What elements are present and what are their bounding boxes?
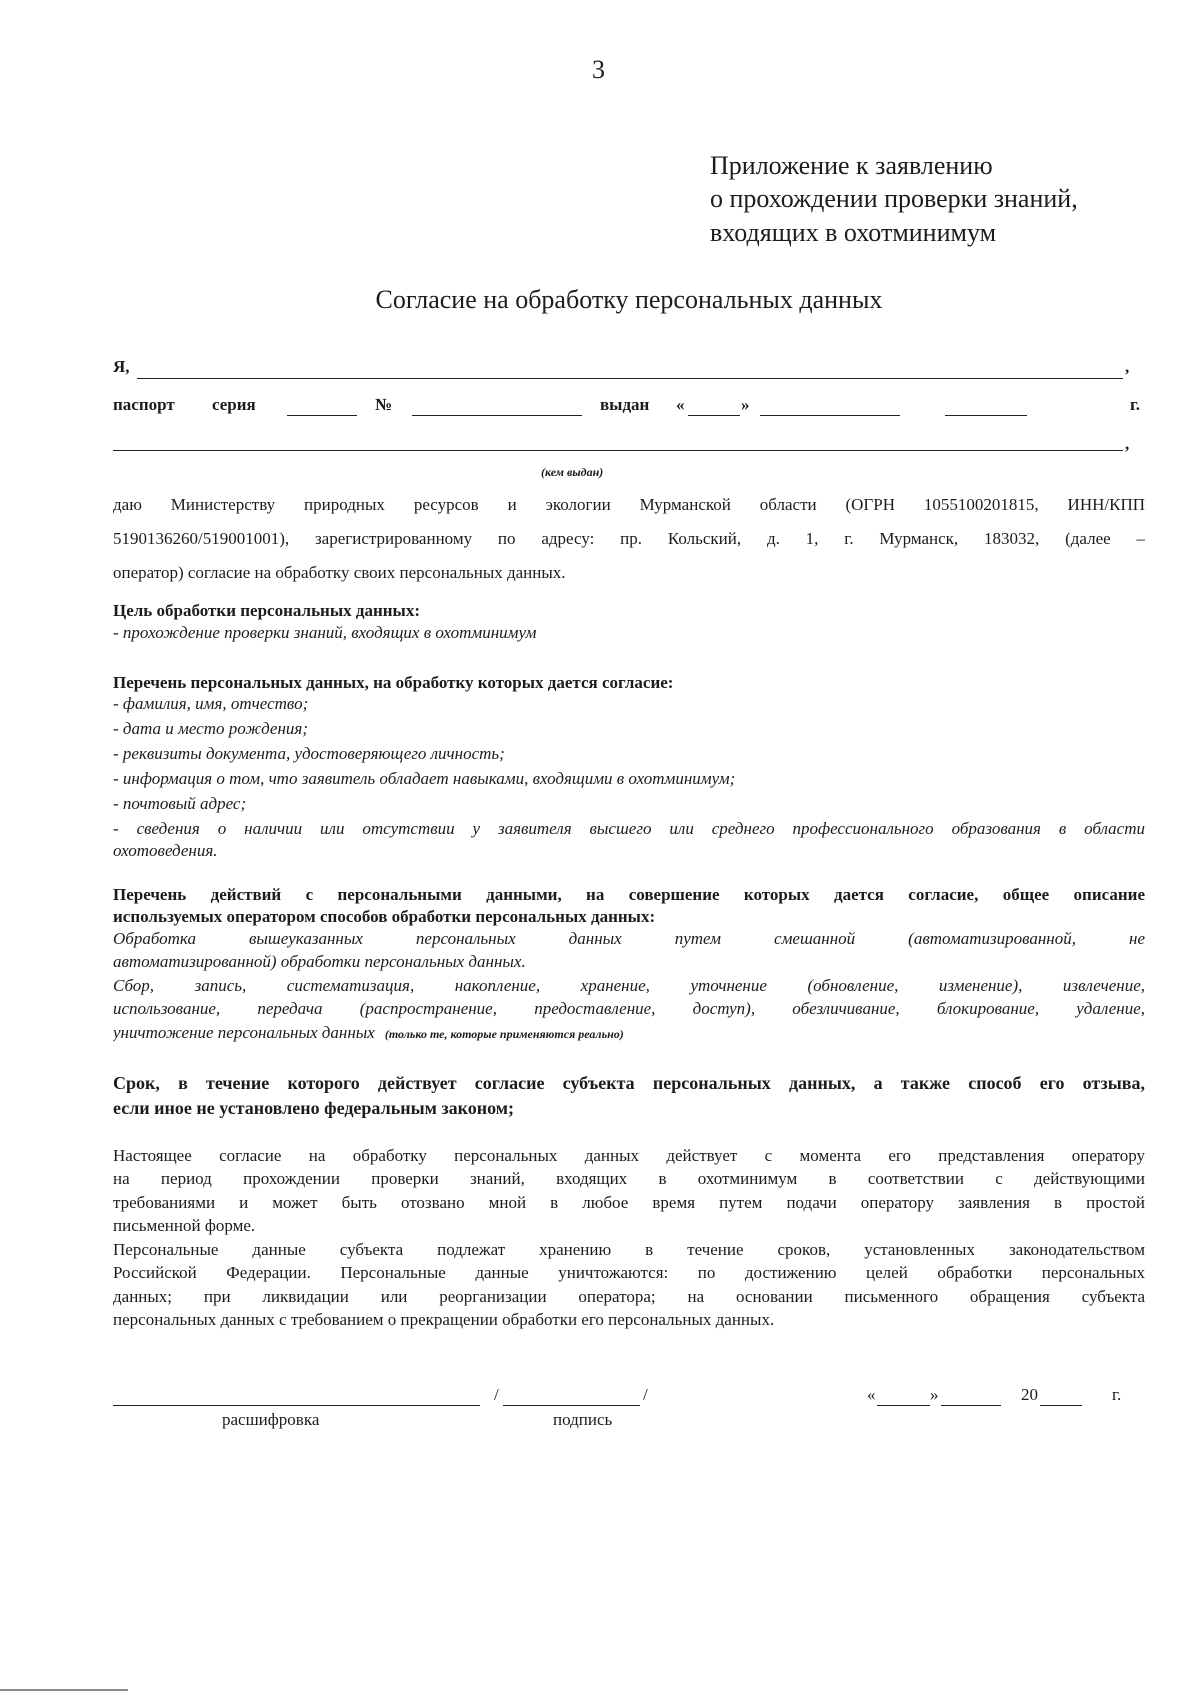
issue-month-blank	[760, 415, 900, 416]
data-list-item: - информация о том, что заявитель обладает навыками, входящими в охотминимум;	[113, 769, 736, 788]
signature-blank	[503, 1405, 640, 1406]
appendix-line: Приложение к заявлению	[710, 151, 993, 180]
date-year-prefix: 20	[1021, 1385, 1038, 1404]
document-title: Согласие на обработку персональных данных	[375, 285, 883, 314]
decoding-label: расшифровка	[222, 1410, 320, 1429]
actions-body-line: Обработка вышеуказанных персональных данных путем смешанной (автоматизированной, не	[113, 929, 1145, 948]
term-body-line: требованиями и может быть отозвано мной в любое время путем подачи оператору заявления в простой	[113, 1193, 1145, 1212]
term-body-line: письменной форме.	[113, 1216, 256, 1235]
date-year-blank	[1040, 1405, 1082, 1406]
issue-day-blank	[688, 415, 740, 416]
data-list-item: - сведения о наличии или отсутствии у заявителя высшего или среднего профессионального образования в области	[113, 819, 1145, 838]
data-list-item: - дата и место рождения;	[113, 719, 308, 738]
intro-line: 5190136260/519001001), зарегистрированному по адресу: пр. Кольский, д. 1, г. Мурманск, 183032, (далее –	[113, 529, 1145, 548]
appendix-line: о прохождении проверки знаний,	[710, 184, 1078, 213]
date-day-blank	[877, 1405, 930, 1406]
term-heading-line: Срок, в течение которого действует согласие субъекта персональных данных, а также способ его отзыва,	[113, 1073, 1145, 1093]
decoding-blank	[113, 1405, 480, 1406]
page-number: 3	[592, 55, 605, 84]
intro-line: даю Министерству природных ресурсов и экологии Мурманской области (ОГРН 1055100201815, ИНН/КПП	[113, 495, 1145, 514]
issued-by-comma: ,	[1125, 434, 1130, 453]
passport-label: паспорт	[113, 395, 175, 414]
actions-last-line	[113, 1021, 1145, 1045]
scan-edge-line	[0, 1689, 128, 1691]
intro-line: оператор) согласие на обработку своих персональных данных.	[113, 563, 566, 582]
actions-note: (только те, которые применяются реально)	[384, 1027, 624, 1041]
purpose-item: - прохождение проверки знаний, входящих в охотминимум	[113, 623, 537, 642]
applicant-label: Я,	[113, 357, 130, 376]
actions-last-line-text: уничтожение персональных данных	[113, 1023, 375, 1042]
date-month-blank	[941, 1405, 1001, 1406]
data-list-item-continuation: охотоведения.	[113, 841, 218, 860]
actions-heading-line: Перечень действий с персональными данными, на совершение которых дается согласие, общее описание	[113, 885, 1145, 904]
term-body-line: на период прохождении проверки знаний, входящих в охотминимум в соответствии с действующими	[113, 1169, 1145, 1188]
term-body-line: Настоящее согласие на обработку персональных данных действует с момента его представления оператору	[113, 1146, 1145, 1165]
actions-heading-line: используемых оператором способов обработки персональных данных:	[113, 907, 656, 926]
issue-year-blank	[945, 415, 1027, 416]
series-blank	[287, 415, 357, 416]
signature-label: подпись	[553, 1410, 613, 1429]
term-heading-line: если иное не установлено федеральным законом;	[113, 1098, 515, 1118]
data-list-item: - почтовый адрес;	[113, 794, 247, 813]
applicant-name-blank	[137, 378, 1123, 379]
applicant-comma: ,	[1125, 357, 1130, 376]
date-quote-open: «	[867, 1385, 876, 1404]
data-list-heading: Перечень персональных данных, на обработку которых дается согласие:	[113, 673, 674, 692]
appendix-line: входящих в охотминимум	[710, 218, 997, 247]
issue-year-suffix: г.	[1130, 395, 1141, 414]
actions-body-line: автоматизированной) обработки персональных данных.	[113, 952, 526, 971]
series-label: серия	[212, 395, 256, 414]
issued-by-hint: (кем выдан)	[541, 465, 604, 479]
signature-slash-open: /	[494, 1385, 499, 1404]
issued-by-blank	[113, 450, 1123, 451]
issued-label: выдан	[600, 395, 650, 414]
actions-body-line: использование, передача (распространение, предоставление, доступ), обезличивание, блокирование, удаление,	[113, 999, 1145, 1018]
actions-body-line: Сбор, запись, систематизация, накопление, хранение, уточнение (обновление, изменение), извлечение,	[113, 976, 1145, 995]
term-body-line: Персональные данные субъекта подлежат хранению в течение сроков, установленных законодательством	[113, 1240, 1145, 1259]
issue-day-quote-open: «	[676, 395, 685, 414]
date-year-suffix: г.	[1112, 1385, 1122, 1404]
data-list-item: - фамилия, имя, отчество;	[113, 694, 309, 713]
data-list-item: - реквизиты документа, удостоверяющего личность;	[113, 744, 505, 763]
purpose-heading: Цель обработки персональных данных:	[113, 601, 420, 620]
term-body-line: данных; при ликвидации или реорганизации оператора; на основании письменного обращения субъекта	[113, 1287, 1145, 1306]
number-label: №	[375, 395, 393, 414]
signature-slash-close: /	[643, 1385, 648, 1404]
date-quote-close: »	[930, 1385, 939, 1404]
number-blank	[412, 415, 582, 416]
issue-day-quote-close: »	[741, 395, 750, 414]
term-body-line: Российской Федерации. Персональные данные уничтожаются: по достижению целей обработки персональных	[113, 1263, 1145, 1282]
term-body-line: персональных данных с требованием о прекращении обработки его персональных данных.	[113, 1310, 775, 1329]
